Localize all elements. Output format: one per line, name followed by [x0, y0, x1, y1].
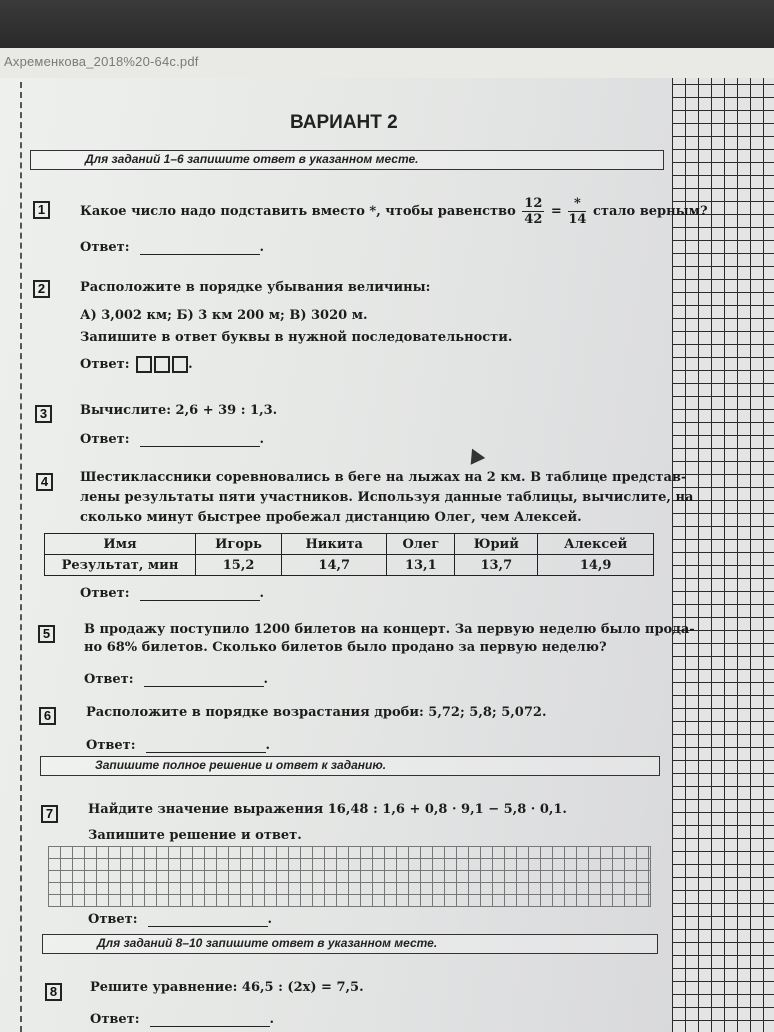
answer-line-7 [88, 912, 272, 927]
table-header-cell: Никита [282, 534, 387, 555]
answer-line-4 [80, 586, 264, 601]
fraction-1 [522, 196, 544, 227]
answer-label: Ответ: [80, 586, 130, 601]
answer-label: Ответ: [84, 672, 134, 687]
table-cell: Результат, мин [45, 555, 196, 576]
answer-blank[interactable] [140, 242, 260, 255]
answer-box-1[interactable] [136, 356, 152, 373]
question-number-4: 4 [36, 473, 53, 491]
section-instruction-1: Для заданий 1–6 запишите ответ в указанном месте. [30, 150, 664, 170]
answer-line-8 [90, 1012, 274, 1027]
question-number-6: 6 [39, 707, 56, 725]
answer-dot: . [188, 357, 193, 372]
answer-blank[interactable] [144, 674, 264, 687]
answer-line-3 [80, 432, 264, 447]
question-4-line-2: лены результаты пяти участников. Используя данные таблицы, вычислите, на [80, 490, 694, 505]
question-6-text: Расположите в порядке возрастания дроби: 5,72; 5,8; 5,072. [86, 705, 547, 720]
table-header-cell: Имя [45, 534, 196, 555]
answer-line-2 [80, 356, 193, 373]
cut-line [20, 82, 22, 1032]
question-3-text: Вычислите: 2,6 + 39 : 1,3. [80, 403, 278, 418]
answer-dot: . [269, 1012, 275, 1027]
section-instruction-3: Для заданий 8–10 запишите ответ в указанном месте. [42, 934, 658, 954]
table-cell: 13,7 [455, 555, 538, 576]
question-number-1: 1 [33, 201, 50, 219]
table-cell: 14,7 [282, 555, 387, 576]
question-5-line-2: но 68% билетов. Сколько билетов было продано за первую неделю? [84, 640, 607, 655]
table-header-cell: Юрий [455, 534, 538, 555]
question-2-line-2: А) 3,002 км; Б) 3 км 200 м; В) 3020 м. [80, 308, 368, 323]
answer-box-2[interactable] [154, 356, 170, 373]
table-header-cell: Игорь [196, 534, 282, 555]
table-header-cell: Олег [387, 534, 455, 555]
question-2-line-3: Запишите в ответ буквы в нужной последовательности. [80, 330, 513, 345]
solution-grid[interactable] [48, 846, 651, 907]
answer-dot: . [267, 912, 273, 927]
table-header-cell: Алексей [538, 534, 654, 555]
question-number-7: 7 [41, 805, 58, 823]
answer-label: Ответ: [80, 357, 130, 372]
question-4-line-3: сколько минут быстрее пробежал дистанцию Олег, чем Алексей. [80, 510, 582, 525]
answer-dot: . [259, 586, 265, 601]
answer-blank[interactable] [150, 1014, 270, 1027]
question-number-5: 5 [38, 625, 55, 643]
fraction-1-den: 42 [524, 212, 543, 227]
answer-box-3[interactable] [172, 356, 188, 373]
file-name[interactable]: Ахременкова_2018%20-64с.pdf [4, 54, 199, 69]
fraction-1-num: 12 [524, 196, 543, 211]
answer-blank[interactable] [148, 914, 268, 927]
table-cell: 15,2 [196, 555, 282, 576]
page-title: ВАРИАНТ 2 [290, 112, 398, 133]
question-number-8: 8 [45, 983, 62, 1001]
table-row [45, 555, 654, 576]
question-1-text-a: Какое число надо подставить вместо *, чтобы равенство [80, 204, 516, 219]
question-4-line-1: Шестиклассники соревновались в беге на лыжах на 2 км. В таблице представ- [80, 470, 687, 485]
answer-dot: . [259, 432, 265, 447]
equals-sign: = [550, 204, 562, 219]
answer-label: Ответ: [90, 1012, 140, 1027]
table-row [45, 534, 654, 555]
question-8-text: Решите уравнение: 46,5 : (2x) = 7,5. [90, 980, 364, 995]
section-instruction-2: Запишите полное решение и ответ к заданию. [40, 756, 660, 776]
fraction-2-den: 14 [568, 212, 587, 227]
question-7-line-2: Запишите решение и ответ. [88, 828, 302, 843]
table-cell: 13,1 [387, 555, 455, 576]
answer-dot: . [263, 672, 269, 687]
question-5-line-1: В продажу поступило 1200 билетов на концерт. За первую неделю было прода- [84, 622, 695, 637]
answer-label: Ответ: [86, 738, 136, 753]
question-7-line-1: Найдите значение выражения 16,48 : 1,6 + 0,8 · 9,1 − 5,8 · 0,1. [88, 802, 567, 817]
question-2-line-1: Расположите в порядке убывания величины: [80, 280, 431, 295]
question-number-2: 2 [33, 280, 50, 298]
answer-dot: . [259, 240, 265, 255]
viewer-toolbar [0, 0, 774, 48]
answer-line-1 [80, 240, 264, 255]
answer-blank[interactable] [140, 434, 260, 447]
answer-label: Ответ: [88, 912, 138, 927]
results-table [44, 533, 654, 576]
answer-blank[interactable] [146, 740, 266, 753]
question-1-text [80, 196, 708, 227]
answer-label: Ответ: [80, 240, 130, 255]
question-1-text-b: стало верным? [592, 204, 708, 219]
answer-dot: . [265, 738, 271, 753]
answer-blank[interactable] [140, 588, 260, 601]
question-number-3: 3 [35, 405, 52, 423]
fraction-2-num: * [568, 196, 586, 212]
fraction-2 [568, 196, 586, 227]
answer-line-6 [86, 738, 270, 753]
table-cell: 14,9 [538, 555, 654, 576]
answer-line-5 [84, 672, 268, 687]
answer-label: Ответ: [80, 432, 130, 447]
